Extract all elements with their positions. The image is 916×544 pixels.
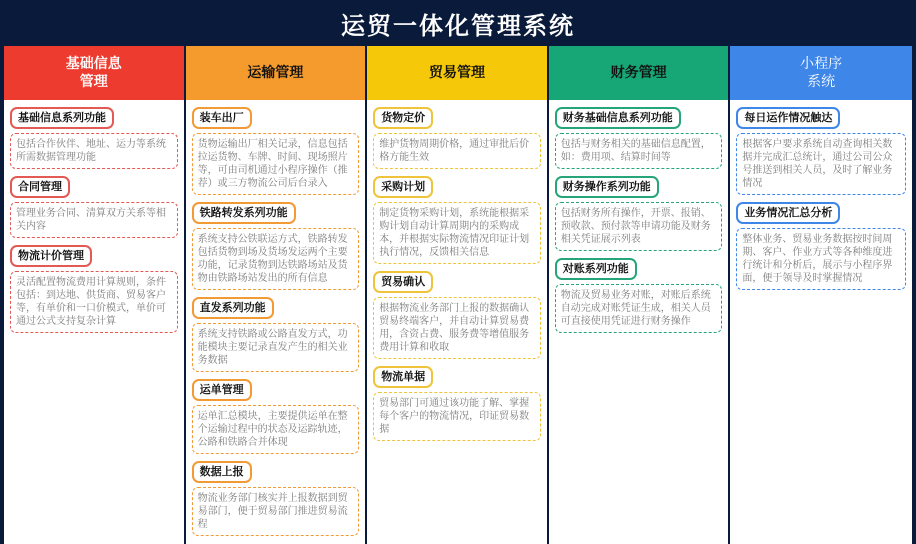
page-title: 运贸一体化管理系统 xyxy=(0,0,916,46)
section-desc: 运单汇总模块，主要提供运单在整个运输过程中的状态及运踪轨迹，公路和铁路合并体现 xyxy=(192,405,360,454)
section-label: 合同管理 xyxy=(10,176,70,198)
section xyxy=(10,106,178,169)
section-desc: 货物运输出厂相关记录，信息包括拉运货物、车牌、时间、现场照片等，可由司机通过小程序操作（推荐）或三方物流公司后台录入 xyxy=(192,133,360,195)
column-header: 基础信息 管理 xyxy=(4,46,184,100)
section-desc: 整体业务、贸易业务数据按时间周期、客户、作业方式等各种维度进行统计和分析后，展示与小程序界面，便于领导及时掌握情况 xyxy=(736,228,906,290)
section-desc: 包括合作伙伴、地址、运力等系统所需数据管理功能 xyxy=(10,133,178,169)
column-basic-info xyxy=(4,46,186,544)
section-desc: 管理业务合同、清算双方关系等相关内容 xyxy=(10,202,178,238)
section-desc: 贸易部门可通过该功能了解、掌握每个客户的物流情况，印证贸易数据 xyxy=(373,392,541,441)
section-label: 财务基础信息系列功能 xyxy=(555,107,681,129)
section-desc: 包括财务所有操作，开票、报销、预收款、预付款等申请功能及财务相关凭证展示列表 xyxy=(555,202,723,251)
section-label: 基础信息系列功能 xyxy=(10,107,114,129)
section xyxy=(192,378,360,454)
section xyxy=(373,365,541,441)
section-label: 贸易确认 xyxy=(373,271,433,293)
section xyxy=(192,201,360,290)
section-desc: 物流及贸易业务对账，对账后系统自动完成对账凭证生成，相关人员可直接使用凭证进行财务操作 xyxy=(555,284,723,333)
section-label: 每日运作情况触达 xyxy=(736,107,840,129)
section xyxy=(555,175,723,251)
section-label: 财务操作系列功能 xyxy=(555,176,659,198)
section-label: 业务情况汇总分析 xyxy=(736,202,840,224)
section-desc: 物流业务部门核实并上报数据到贸易部门，便于贸易部门推进贸易流程 xyxy=(192,487,360,536)
column-mini-program xyxy=(730,46,912,544)
section-desc: 系统支持铁路或公路直发方式，功能模块主要记录直发产生的相关业务数据 xyxy=(192,323,360,372)
columns-container xyxy=(4,46,912,544)
section xyxy=(192,460,360,536)
section xyxy=(10,175,178,238)
section xyxy=(192,296,360,372)
section xyxy=(736,201,906,290)
column-header: 运输管理 xyxy=(186,46,366,100)
section-label: 物流计价管理 xyxy=(10,245,92,267)
section xyxy=(373,106,541,169)
section-label: 运单管理 xyxy=(192,379,252,401)
section xyxy=(373,270,541,359)
section xyxy=(555,257,723,333)
section xyxy=(10,244,178,333)
section xyxy=(373,175,541,264)
section xyxy=(192,106,360,195)
section-label: 铁路转发系列功能 xyxy=(192,202,296,224)
section-label: 物流单据 xyxy=(373,366,433,388)
section-desc: 系统支持公铁联运方式，铁路转发包括货物到场及货场发运两个主要功能，记录货物到达铁路场站及货物由铁路场站发出的所有信息 xyxy=(192,228,360,290)
section-desc: 根据物流业务部门上报的数据确认贸易终端客户，并自动计算贸易费用，含资占费、服务费等增值服务费用计算和收取 xyxy=(373,297,541,359)
section-desc: 灵活配置物流费用计算规则，条件包括：到达地、供货商、贸易客户等，有单价和一口价模式，单价可通过公式支持复杂计算 xyxy=(10,271,178,333)
column-header: 小程序 系统 xyxy=(730,46,912,100)
column-header: 贸易管理 xyxy=(367,46,547,100)
section xyxy=(555,106,723,169)
section xyxy=(736,106,906,195)
section-label: 数据上报 xyxy=(192,461,252,483)
section-desc: 包括与财务相关的基础信息配置，如：费用项、结算时间等 xyxy=(555,133,723,169)
section-label: 货物定价 xyxy=(373,107,433,129)
section-desc: 维护货物周期价格，通过审批后价格方能生效 xyxy=(373,133,541,169)
section-desc: 制定货物采购计划，系统能根据采购计划自动计算周期内的采购成本，并根据实际物流情况印证计划执行情况，反馈相关信息 xyxy=(373,202,541,264)
section-desc: 根据客户要求系统自动查询相关数据并完成汇总统计，通过公司公众号推送到相关人员，及时了解业务情况 xyxy=(736,133,906,195)
section-label: 采购计划 xyxy=(373,176,433,198)
section-label: 直发系列功能 xyxy=(192,297,274,319)
column-finance xyxy=(549,46,731,544)
column-header: 财务管理 xyxy=(549,46,729,100)
column-trade xyxy=(367,46,549,544)
section-label: 装车出厂 xyxy=(192,107,252,129)
column-transport xyxy=(186,46,368,544)
section-label: 对账系列功能 xyxy=(555,258,637,280)
